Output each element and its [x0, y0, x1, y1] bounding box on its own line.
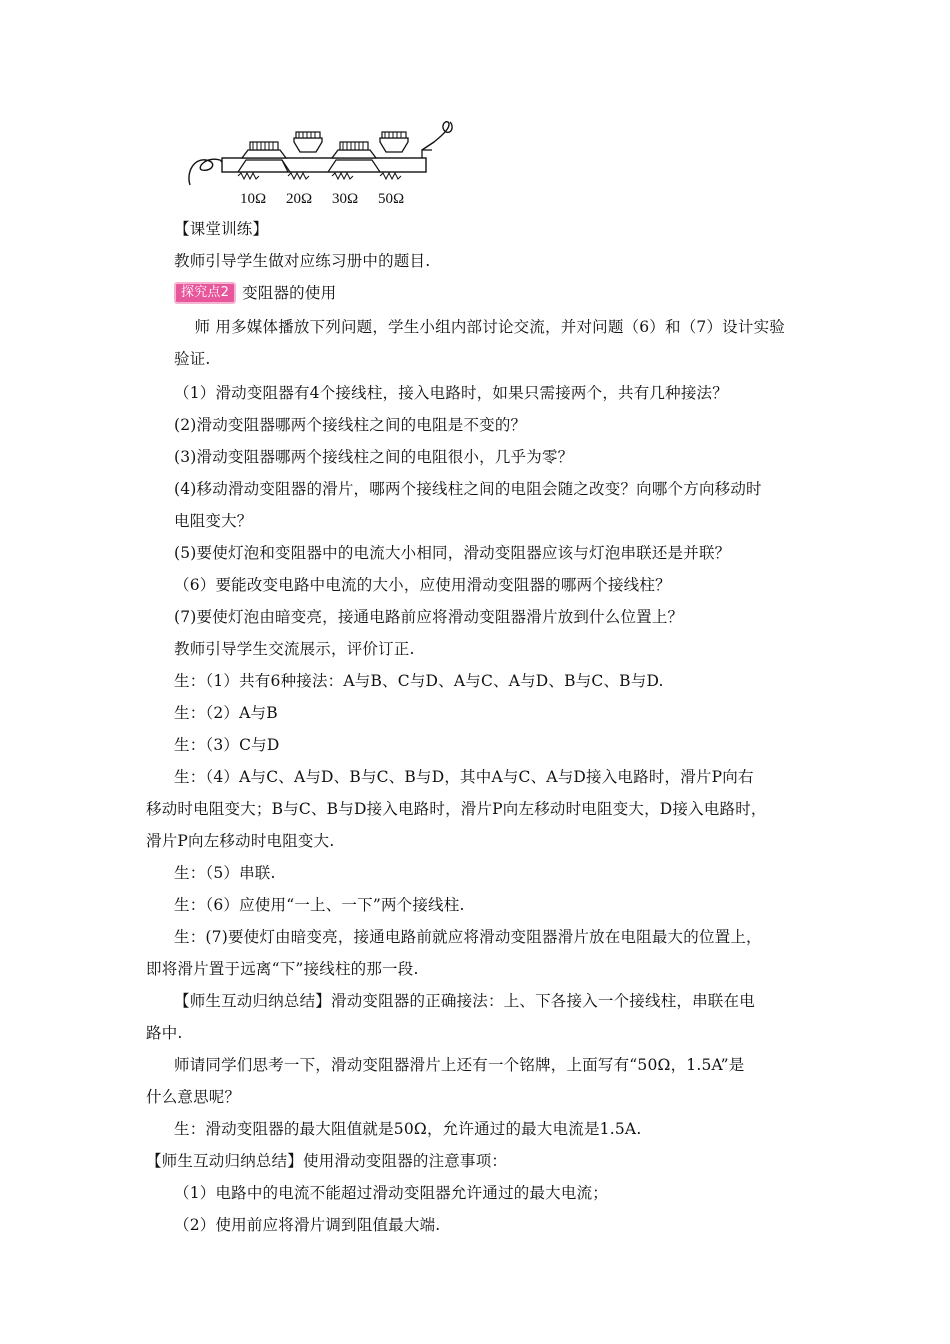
question-4a: (4)移动滑动变阻器的滑片，哪两个接线柱之间的电阻会随之改变？向哪个方向移动时 [174, 480, 762, 498]
paragraph-teacher-guide-2: 教师引导学生交流展示，评价订正. [174, 640, 415, 658]
answer-5: 生：（5）串联. [174, 864, 276, 882]
answer-4b: 移动时电阻变大；B与C、B与D接入电路时，滑片P向左移动时电阻变大，D接入电路时， [146, 800, 767, 818]
paragraph-intro-1 [174, 311, 814, 343]
question-1: （1）滑动变阻器有4个接线柱，接入电路时，如果只需接两个，共有几种接法？ [174, 384, 728, 402]
paragraph-teacher-guide-1: 教师引导学生做对应练习册中的题目. [174, 252, 431, 270]
summary-1a: 【师生互动归纳总结】滑动变阻器的正确接法：上、下各接入一个接线柱，串联在电 [174, 992, 755, 1010]
section-heading-classroom-training: 【课堂训练】 [174, 220, 269, 238]
summary-1b: 路中. [146, 1024, 183, 1042]
question-5: (5)要使灯泡和变阻器中的电流大小相同，滑动变阻器应该与灯泡串联还是并联？ [174, 544, 731, 562]
summary-2: 【师生互动归纳总结】使用滑动变阻器的注意事项： [146, 1152, 508, 1170]
resistor-label-30: 30Ω [332, 191, 359, 207]
answer-3: 生：（3）C与D [174, 736, 280, 754]
paragraph-intro-2: 验证. [174, 350, 211, 368]
note-2: （2）使用前应将滑片调到阻值最大端. [174, 1216, 441, 1234]
answer-6: 生：（6）应使用“一上、一下”两个接线柱. [174, 896, 465, 914]
answer-7b: 即将滑片置于远离“下”接线柱的那一段. [146, 960, 419, 978]
nameplate-question-a: 师请同学们思考一下，滑动变阻器滑片上还有一个铭牌，上面写有“50Ω，1.5A”是 [174, 1056, 745, 1074]
question-6: （6）要能改变电路中电流的大小，应使用滑动变阻器的哪两个接线柱？ [174, 576, 671, 594]
explore-point-tag: 探究点2 [174, 282, 236, 304]
nameplate-question-b: 什么意思呢？ [146, 1088, 241, 1106]
answer-4a: 生：（4）A与C、A与D、B与C、B与D，其中A与C、A与D接入电路时，滑片P向右 [174, 768, 754, 786]
answer-7a: 生：(7)要使灯由暗变亮，接通电路前就应将滑动变阻器滑片放在电阻最大的位置上， [174, 928, 762, 946]
note-1: （1）电路中的电流不能超过滑动变阻器允许通过的最大电流； [174, 1184, 608, 1202]
answer-2: 生：（2）A与B [174, 704, 278, 722]
answer-4c: 滑片P向左移动时电阻变大. [146, 832, 335, 850]
resistor-label-20: 20Ω [286, 191, 313, 207]
explore-point-title: 变阻器的使用 [242, 284, 337, 302]
nameplate-answer: 生：滑动变阻器的最大阻值就是50Ω，允许通过的最大电流是1.5A. [174, 1120, 642, 1138]
answer-1: 生：（1）共有6种接法：A与B、C与D、A与C、A与D、B与C、B与D. [174, 672, 664, 690]
resistor-label-50: 50Ω [378, 191, 405, 207]
question-7: (7)要使灯泡由暗变亮，接通电路前应将滑动变阻器滑片放到什么位置上？ [174, 608, 684, 626]
explore-point-heading [174, 277, 814, 309]
question-4b: 电阻变大？ [174, 512, 253, 530]
resistance-box-figure [182, 120, 472, 212]
resistor-label-10: 10Ω [240, 191, 267, 207]
resistance-box-diagram [182, 120, 472, 212]
question-2: (2)滑动变阻器哪两个接线柱之间的电阻是不变的？ [174, 416, 527, 434]
intro-text-1: 师 用多媒体播放下列问题，学生小组内部讨论交流，并对问题（6）和（7）设计实验 [194, 318, 785, 336]
question-3: (3)滑动变阻器哪两个接线柱之间的电阻很小，几乎为零？ [174, 448, 574, 466]
